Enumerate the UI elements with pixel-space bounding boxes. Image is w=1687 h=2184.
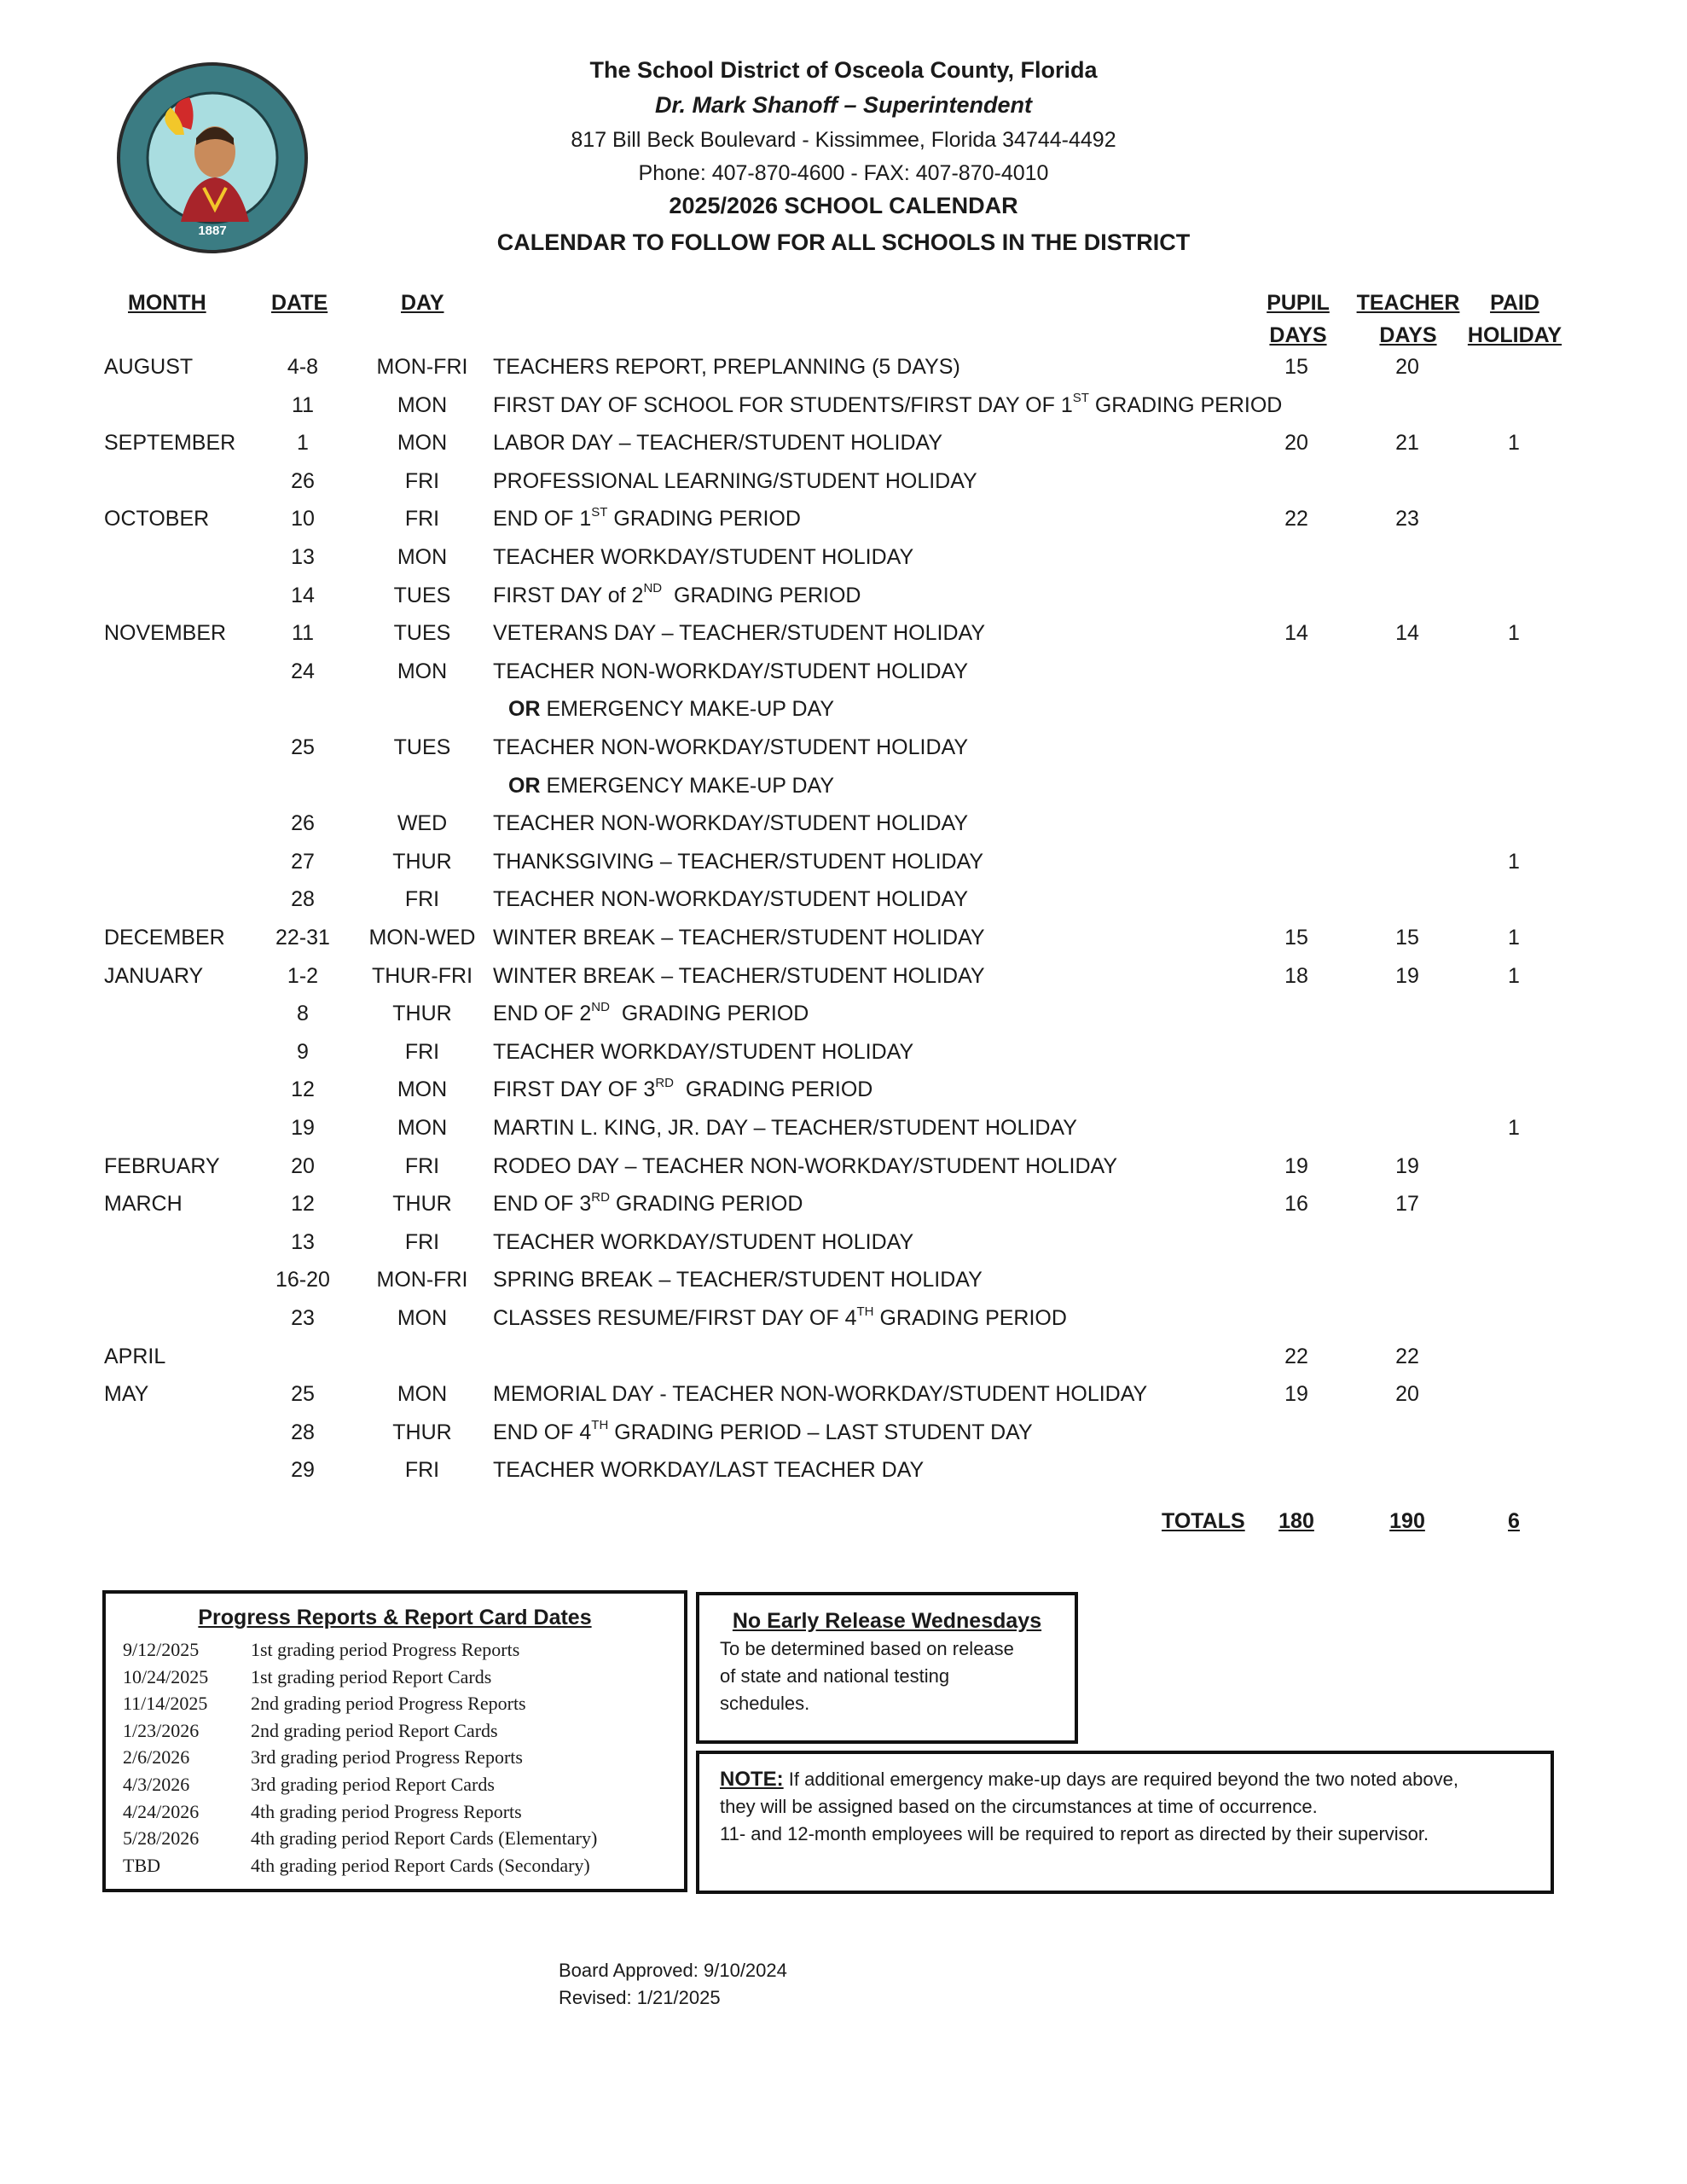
- progress-report-date: TBD: [123, 1854, 160, 1876]
- day-cell: MON: [397, 392, 448, 417]
- calendar-row: [0, 1299, 1687, 1337]
- calendar-row: [0, 614, 1687, 652]
- col-header-teacher-days: TEACHER DAYS: [1356, 291, 1460, 347]
- superintendent: Dr. Mark Shanoff – Superintendent: [654, 92, 1033, 118]
- teacher-days-cell: 14: [1395, 621, 1419, 646]
- event-cell: OR EMERGENCY MAKE-UP DAY: [508, 697, 835, 722]
- date-cell: 26: [291, 811, 315, 836]
- pupil-days-cell: 16: [1284, 1192, 1308, 1217]
- event-cell: MARTIN L. KING, JR. DAY – TEACHER/STUDENT HOLIDAY: [493, 1116, 1077, 1140]
- event-cell: FIRST DAY of 2ND GRADING PERIOD: [493, 581, 861, 607]
- revised-date: Revised: 1/21/2025: [559, 1987, 721, 2008]
- teacher-days-cell: 19: [1395, 1153, 1419, 1178]
- calendar-row: [0, 386, 1687, 424]
- date-cell: 25: [291, 735, 315, 759]
- paid-holiday-cell: 1: [1508, 431, 1520, 456]
- pupil-days-cell: 15: [1284, 355, 1308, 379]
- day-cell: THUR: [392, 1192, 452, 1217]
- totals-pupil-days: 180: [1278, 1509, 1314, 1533]
- progress-report-date: 4/3/2026: [123, 1774, 190, 1795]
- event-cell: MEMORIAL DAY - TEACHER NON-WORKDAY/STUDENT HOLIDAY: [493, 1382, 1148, 1407]
- date-cell: 1-2: [287, 963, 319, 988]
- calendar-row: [0, 1414, 1687, 1451]
- calendar-row: [0, 880, 1687, 918]
- date-cell: 22-31: [275, 926, 330, 950]
- progress-report-date: 10/24/2025: [123, 1665, 209, 1687]
- paid-holiday-cell: 1: [1508, 621, 1520, 646]
- col-header-paid-holiday: PAID HOLIDAY: [1467, 291, 1562, 347]
- date-cell: 1: [297, 431, 309, 456]
- day-cell: FRI: [404, 468, 440, 493]
- calendar-subtitle: CALENDAR TO FOLLOW FOR ALL SCHOOLS IN THE DISTRICT: [496, 229, 1191, 255]
- progress-report-description: 3rd grading period Progress Reports: [251, 1746, 523, 1769]
- calendar-row: [0, 1375, 1687, 1413]
- calendar-row: [0, 500, 1687, 537]
- day-cell: FRI: [404, 507, 440, 531]
- teacher-days-cell: 20: [1395, 355, 1419, 379]
- event-cell: OR EMERGENCY MAKE-UP DAY: [508, 773, 835, 798]
- month-cell: JANUARY: [104, 963, 204, 988]
- day-cell: FRI: [404, 1458, 440, 1483]
- note-line-3: 11- and 12-month employees will be required to report as directed by their supervisor.: [720, 1823, 1429, 1844]
- totals-label: TOTALS: [1162, 1509, 1245, 1533]
- event-cell: TEACHER WORKDAY/STUDENT HOLIDAY: [493, 1039, 914, 1064]
- paid-holiday-cell: 1: [1508, 926, 1520, 950]
- event-cell: TEACHER NON-WORKDAY/STUDENT HOLIDAY: [493, 811, 968, 836]
- calendar-row: [0, 1223, 1687, 1261]
- event-cell: RODEO DAY – TEACHER NON-WORKDAY/STUDENT HOLIDAY: [493, 1153, 1118, 1178]
- calendar-row: [0, 1147, 1687, 1185]
- month-cell: NOVEMBER: [104, 621, 227, 646]
- calendar-row: [0, 1261, 1687, 1298]
- calendar-row: [0, 995, 1687, 1032]
- day-cell: FRI: [404, 887, 440, 912]
- event-cell: TEACHER NON-WORKDAY/STUDENT HOLIDAY: [493, 887, 968, 912]
- date-cell: 19: [291, 1116, 315, 1140]
- date-cell: 11: [292, 621, 314, 646]
- paid-holiday-cell: 1: [1508, 963, 1520, 988]
- early-release-line-2: of state and national testing: [720, 1665, 950, 1687]
- progress-report-description: 3rd grading period Report Cards: [251, 1774, 495, 1795]
- date-cell: 28: [291, 887, 315, 912]
- totals-row: [0, 1502, 1687, 1540]
- paid-holiday-cell: 1: [1508, 1116, 1520, 1140]
- calendar-row: [0, 729, 1687, 766]
- month-cell: FEBRUARY: [104, 1153, 220, 1178]
- date-cell: 29: [291, 1458, 315, 1483]
- calendar-row: [0, 462, 1687, 500]
- event-cell: TEACHER NON-WORKDAY/STUDENT HOLIDAY: [493, 735, 968, 759]
- col-header-date: DATE: [271, 291, 328, 315]
- calendar-row: [0, 348, 1687, 386]
- calendar-row: [0, 957, 1687, 995]
- date-cell: 16-20: [275, 1268, 330, 1292]
- progress-report-description: 4th grading period Report Cards (Secondary): [251, 1854, 590, 1876]
- calendar-row: [0, 424, 1687, 462]
- note-label: NOTE:: [720, 1768, 784, 1791]
- day-cell: MON: [397, 1116, 448, 1140]
- calendar-row: [0, 538, 1687, 576]
- event-cell: TEACHERS REPORT, PREPLANNING (5 DAYS): [493, 355, 960, 379]
- day-cell: THUR: [392, 1002, 452, 1026]
- event-cell: FIRST DAY OF 3RD GRADING PERIOD: [493, 1076, 873, 1102]
- calendar-row: [0, 577, 1687, 614]
- day-cell: FRI: [404, 1153, 440, 1178]
- early-release-line-3: schedules.: [720, 1693, 810, 1714]
- event-cell: WINTER BREAK – TEACHER/STUDENT HOLIDAY: [493, 963, 985, 988]
- event-cell: CLASSES RESUME/FIRST DAY OF 4TH GRADING PERIOD: [493, 1304, 1067, 1330]
- event-cell: END OF 2ND GRADING PERIOD: [493, 999, 809, 1026]
- note-box: [696, 1751, 1554, 1894]
- day-cell: MON-WED: [368, 926, 476, 950]
- calendar-row: [0, 1185, 1687, 1223]
- event-cell: TEACHER NON-WORKDAY/STUDENT HOLIDAY: [493, 659, 968, 683]
- date-cell: 13: [291, 545, 315, 569]
- progress-report-description: 1st grading period Progress Reports: [251, 1639, 520, 1660]
- day-cell: WED: [397, 811, 448, 836]
- teacher-days-cell: 19: [1395, 963, 1419, 988]
- event-cell: TEACHER WORKDAY/LAST TEACHER DAY: [493, 1458, 925, 1483]
- date-cell: 12: [291, 1077, 315, 1102]
- progress-report-date: 5/28/2026: [123, 1827, 200, 1850]
- date-cell: 4-8: [287, 355, 319, 379]
- day-cell: MON: [397, 1382, 448, 1407]
- month-cell: SEPTEMBER: [104, 431, 236, 456]
- month-cell: APRIL: [104, 1344, 166, 1368]
- progress-report-description: 4th grading period Progress Reports: [251, 1800, 522, 1822]
- pupil-days-cell: 14: [1284, 621, 1308, 646]
- progress-reports-title: Progress Reports & Report Card Dates: [198, 1606, 592, 1629]
- date-cell: 20: [291, 1153, 315, 1178]
- date-cell: 24: [291, 659, 315, 683]
- date-cell: 13: [291, 1229, 315, 1254]
- day-cell: MON: [397, 1077, 448, 1102]
- calendar-title: 2025/2026 SCHOOL CALENDAR: [669, 193, 1018, 218]
- pupil-days-cell: 19: [1284, 1153, 1308, 1178]
- early-release-line-1: To be determined based on release: [720, 1638, 1014, 1659]
- pupil-days-cell: 19: [1284, 1382, 1308, 1407]
- progress-report-date: 1/23/2026: [123, 1719, 200, 1741]
- event-cell: END OF 4TH GRADING PERIOD – LAST STUDENT DAY: [493, 1418, 1033, 1444]
- date-cell: 11: [292, 392, 314, 417]
- calendar-row: [0, 919, 1687, 956]
- date-cell: 27: [291, 849, 315, 874]
- month-cell: AUGUST: [104, 355, 194, 379]
- calendar-row: [0, 1451, 1687, 1489]
- day-cell: MON: [397, 1306, 448, 1330]
- pupil-days-cell: 22: [1284, 1344, 1308, 1368]
- teacher-days-cell: 20: [1395, 1382, 1419, 1407]
- early-release-title: No Early Release Wednesdays: [732, 1609, 1042, 1633]
- paid-holiday-cell: 1: [1508, 849, 1520, 874]
- totals-teacher-days: 190: [1389, 1509, 1425, 1533]
- day-cell: TUES: [393, 583, 451, 607]
- date-cell: 25: [291, 1382, 315, 1407]
- calendar-row: [0, 843, 1687, 880]
- event-cell: END OF 3RD GRADING PERIOD: [493, 1189, 803, 1217]
- event-cell: VETERANS DAY – TEACHER/STUDENT HOLIDAY: [493, 621, 985, 646]
- progress-report-description: 1st grading period Report Cards: [251, 1665, 492, 1687]
- day-cell: MON-FRI: [376, 1268, 468, 1292]
- district-name: The School District of Osceola County, Florida: [589, 57, 1098, 83]
- event-cell: THANKSGIVING – TEACHER/STUDENT HOLIDAY: [493, 849, 984, 874]
- month-cell: DECEMBER: [104, 926, 225, 950]
- board-approved: Board Approved: 9/10/2024: [559, 1960, 787, 1981]
- event-cell: TEACHER WORKDAY/STUDENT HOLIDAY: [493, 545, 914, 569]
- day-cell: FRI: [404, 1039, 440, 1064]
- day-cell: TUES: [393, 735, 451, 759]
- progress-report-date: 4/24/2026: [123, 1800, 200, 1822]
- svg-text:1887: 1887: [198, 224, 227, 238]
- col-header-month: MONTH: [128, 291, 206, 315]
- date-cell: 28: [291, 1420, 315, 1444]
- calendar-row: [0, 653, 1687, 690]
- date-cell: 14: [291, 583, 315, 607]
- teacher-days-cell: 17: [1395, 1192, 1419, 1217]
- note-line-2: they will be assigned based on the circumstances at time of occurrence.: [720, 1796, 1318, 1817]
- day-cell: FRI: [404, 1229, 440, 1254]
- date-cell: 10: [291, 507, 315, 531]
- col-header-day: DAY: [401, 291, 444, 315]
- event-cell: WINTER BREAK – TEACHER/STUDENT HOLIDAY: [493, 926, 985, 950]
- pupil-days-cell: 22: [1284, 507, 1308, 531]
- progress-report-date: 9/12/2025: [123, 1639, 200, 1660]
- district-address: 817 Bill Beck Boulevard - Kissimmee, Florida 34744-4492: [571, 128, 1116, 152]
- progress-reports-box: [102, 1590, 687, 1892]
- calendar-row: [0, 804, 1687, 842]
- teacher-days-cell: 21: [1395, 431, 1419, 456]
- pupil-days-cell: 15: [1284, 926, 1308, 950]
- early-release-box: [696, 1592, 1078, 1744]
- calendar-row: [0, 1071, 1687, 1108]
- month-cell: OCTOBER: [104, 507, 210, 531]
- day-cell: MON: [397, 659, 448, 683]
- date-cell: 9: [297, 1039, 309, 1064]
- month-cell: MARCH: [104, 1192, 183, 1217]
- event-cell: PROFESSIONAL LEARNING/STUDENT HOLIDAY: [493, 468, 977, 493]
- calendar-row: [0, 1033, 1687, 1071]
- progress-report-description: 2nd grading period Report Cards: [251, 1719, 498, 1741]
- date-cell: 8: [297, 1002, 309, 1026]
- event-cell: TEACHER WORKDAY/STUDENT HOLIDAY: [493, 1229, 914, 1254]
- event-cell: LABOR DAY – TEACHER/STUDENT HOLIDAY: [493, 431, 942, 456]
- calendar-row: [0, 690, 1687, 728]
- month-cell: MAY: [104, 1382, 149, 1407]
- day-cell: THUR: [392, 849, 452, 874]
- pupil-days-cell: 18: [1284, 963, 1308, 988]
- day-cell: MON: [397, 545, 448, 569]
- note-line-1: NOTE: If additional emergency make-up days are required beyond the two noted above,: [720, 1768, 1458, 1791]
- day-cell: THUR: [392, 1420, 452, 1444]
- totals-paid-holidays: 6: [1508, 1509, 1520, 1533]
- date-cell: 12: [291, 1192, 315, 1217]
- calendar-row: [0, 1109, 1687, 1147]
- progress-report-description: 2nd grading period Progress Reports: [251, 1693, 526, 1715]
- teacher-days-cell: 23: [1395, 507, 1419, 531]
- calendar-row: [0, 1338, 1687, 1375]
- pupil-days-cell: 20: [1284, 431, 1308, 456]
- progress-report-date: 11/14/2025: [123, 1693, 208, 1715]
- progress-report-date: 2/6/2026: [123, 1746, 190, 1769]
- day-cell: MON-FRI: [376, 355, 468, 379]
- district-phone: Phone: 407-870-4600 - FAX: 407-870-4010: [638, 161, 1049, 185]
- event-cell: SPRING BREAK – TEACHER/STUDENT HOLIDAY: [493, 1268, 983, 1292]
- calendar-row: [0, 767, 1687, 804]
- day-cell: THUR-FRI: [371, 963, 473, 988]
- teacher-days-cell: 22: [1395, 1344, 1419, 1368]
- day-cell: MON: [397, 431, 448, 456]
- day-cell: TUES: [393, 621, 451, 646]
- date-cell: 23: [291, 1306, 315, 1330]
- date-cell: 26: [291, 468, 315, 493]
- event-cell: FIRST DAY OF SCHOOL FOR STUDENTS/FIRST DAY OF 1ST GRADING PERIOD: [493, 391, 1283, 417]
- teacher-days-cell: 15: [1395, 926, 1419, 950]
- progress-report-description: 4th grading period Report Cards (Elementary): [251, 1827, 598, 1850]
- col-header-pupil-days: PUPIL DAYS: [1267, 291, 1330, 347]
- event-cell: END OF 1ST GRADING PERIOD: [493, 505, 801, 531]
